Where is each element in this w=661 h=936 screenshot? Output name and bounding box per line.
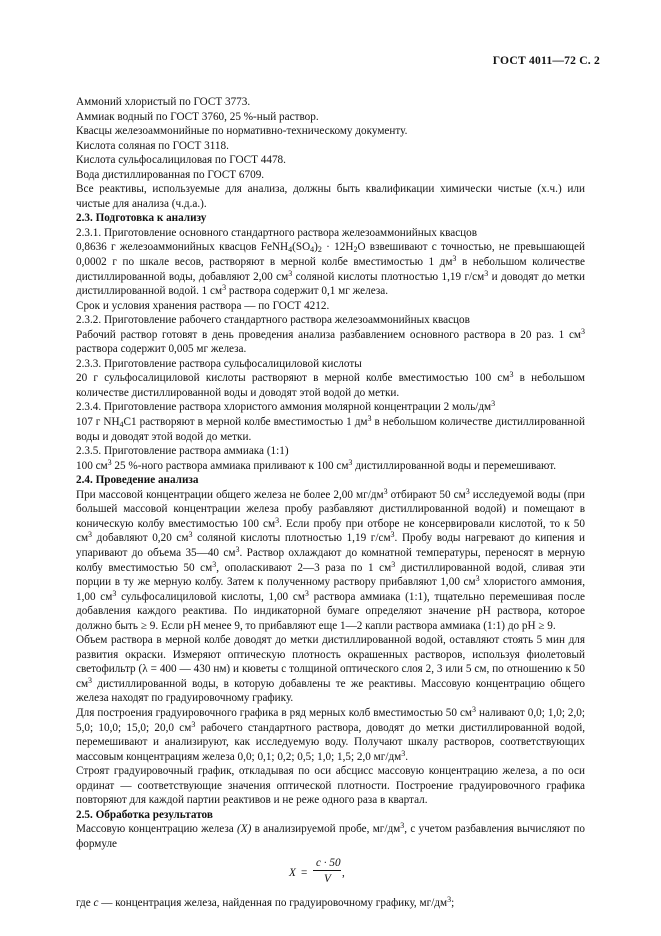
reagent-line: Вода дистиллированная по ГОСТ 6709. xyxy=(76,168,265,181)
storage-note: Срок и условия хранения раствора — по ГОСТ 4212. xyxy=(76,299,330,312)
reagent-line: Аммоний хлористый по ГОСТ 3773. xyxy=(76,96,251,108)
clause-2-3-2-text: Рабочий раствор готовят в день проведения анализа разбавлением основного раствора в 20 раз. 1 $см^3$ раствора содержит 0,005 мг железа. xyxy=(76,326,585,356)
clause-2-3-5-text: 100 $см^3$ 25 %-ного раствора аммиака приливают к 100 $см^3$ дистиллированной воды и перемешивают. xyxy=(76,457,557,472)
formula-denominator: V xyxy=(324,873,331,886)
reagent-line: Аммиак водный по ГОСТ 3760, 25 %-ный раствор. xyxy=(76,110,319,123)
formula-lhs: X xyxy=(289,867,296,880)
formula-numerator: c · 50 xyxy=(316,857,341,870)
where-line: где c — концентрация железа, найденная по градуировочному графику, $мг/дм^3$; xyxy=(76,895,455,910)
analysis-paragraph-4: Строят градуировочный график, откладывая по оси абсцисс массовую концентрацию железа, а по оси ординат — соответствующие значения оптической плотности. Построение градуировочного графика повторяют для каждой партии реактивов и не реже одного раза в квартал. xyxy=(76,765,585,807)
formula-equals: = xyxy=(301,867,308,880)
clause-2-3-1-text: 0,8636 г железоаммонийных квасцов $FeNH_4(SO_4)_2 \cdot 12H_2O$ взвешивают с точностью, не превышающей 0,0002 г по шкале весов, растворяют в мерной колбе вместимостью 1 $дм^3$ в небольшом количестве дистиллированной воды, добавляют 2,00 $см^3$ соляной кислоты плотностью 1,19 $г/см^3$ и доводят до метки дистиллированной водой. 1 $см^3$ раствора содержит 0,1 мг железа. xyxy=(76,241,586,298)
analysis-paragraph-3: Для построения градуировочного графика в ряд мерных колб вместимостью 50 $см^3$ наливают 0,0; 1,0; 2,0; 5,0; 10,0; 15,0; 20,0 $см^3$ рабочего стандартного раствора, доводят до метки дистиллированной водой, перемешивают и анализируют, как исследуемую воду. Получают шкалу растворов, соответствующих массовым концентрациям железа 0,0; 0,1; 0,2; 0,5; 1,0; 1,5; 2,0 $мг/дм^3$. xyxy=(76,704,585,763)
fraction-bar xyxy=(313,870,341,871)
clause-2-3-3: 2.3.3. Приготовление раствора сульфосалициловой кислоты xyxy=(76,357,362,370)
section-heading-2-5: 2.5. Обработка результатов xyxy=(76,808,213,821)
section-heading-2-4: 2.4. Проведение анализа xyxy=(76,474,199,487)
reagent-line: Кислота сульфосалициловая по ГОСТ 4478. xyxy=(76,154,286,167)
results-intro: Массовую концентрацию железа (X) в анализируемой пробе, $мг/дм^3$, с учетом разбавления вычисляют по формуле xyxy=(76,821,585,850)
clause-2-3-4-text: 107 г $NH_4C1$ растворяют в мерной колбе вместимостью 1 $дм^3$ в небольшом количестве дистиллированной воды и доводят этой водой до метки. xyxy=(76,414,585,443)
reagents-note: Все реактивы, используемые для анализа, должны быть квалификации химически чистые (х.ч.) или чистые для анализа (ч.д.а.). xyxy=(76,183,585,210)
formula-comma: , xyxy=(342,867,345,880)
page-header: ГОСТ 4011—72 С. 2 xyxy=(492,54,600,67)
reagent-line: Квасцы железоаммонийные по нормативно-техническому документу. xyxy=(76,125,408,138)
reagent-line: Кислота соляная по ГОСТ 3118. xyxy=(76,139,229,152)
clause-2-3-2: 2.3.2. Приготовление рабочего стандартного раствора железоаммонийных квасцов xyxy=(76,314,470,327)
formula xyxy=(76,856,585,886)
clause-2-3-5: 2.3.5. Приготовление раствора аммиака (1:1) xyxy=(76,445,289,458)
clause-2-3-3-text: 20 г сульфосалициловой кислоты растворяют в мерной колбе вместимостью 100 $см^3$ в небольшом количестве дистиллированной воды и доводят этой водой до метки. xyxy=(76,370,585,399)
section-heading-2-3: 2.3. Подготовка к анализу xyxy=(76,212,207,225)
clause-2-3-1: 2.3.1. Приготовление основного стандартного раствора железоаммонийных квасцов xyxy=(76,226,478,239)
analysis-paragraph-1: При массовой концентрации общего железа не более 2,00 $мг/дм^3$ отбирают 50 $см^3$ исследуемой воды (при большей массовой концентрации железа пробу разбавляют дистиллированной водой) и помещают в коническую колбу вместимостью 100 $см^3$. Если пробу при отборе не консервировали кислотой, то к 50 $см^3$ добавляют 0,20 $см^3$ соляной кислоты плотностью 1,19 $г/см^3$. Пробу воды нагревают до кипения и упаривают до объема 35—40 $см^3$. Раствор охлаждают до комнатной температуры, переносят в мерную колбу вместимостью 50 $см^3$, ополаскивают 2—3 раза по 1 $см^3$ дистиллированной водой, сливая эти порции в ту же мерную колбу. Затем к полученному раствору прибавляют 1,00 $см^3$ хлористого аммония, 1,00 $см^3$ сульфосалициловой кислоты, 1,00 $см^3$ раствора аммиака (1:1), тщательно перемешивая после добавления каждого реактива. По индикаторной бумаге определяют значение pH раствора, которое должно быть ≥ 9. Если pH менее 9, то прибавляют еще 1—2 капли раствора аммиака (1:1) до pH ≥ 9. xyxy=(76,486,586,632)
analysis-paragraph-2: Объем раствора в мерной колбе доводят до метки дистиллированной водой, оставляют стоять 5 мин для развития окраски. Измеряют оптическую плотность окрашенных растворов, используя фиолетовый светофильтр (λ = 400 — 430 нм) и кюветы с толщиной оптического слоя 2, 3 или 5 см, по отношению к 50 $см^3$ дистиллированной воды, в которую добавлены те же реактивы. Массовую концентрацию общего железа находят по градуировочному графику. xyxy=(76,634,585,705)
clause-2-3-4: 2.3.4. Приготовление раствора хлористого аммония молярной концентрации 2 моль/$дм^3$ xyxy=(76,399,496,414)
